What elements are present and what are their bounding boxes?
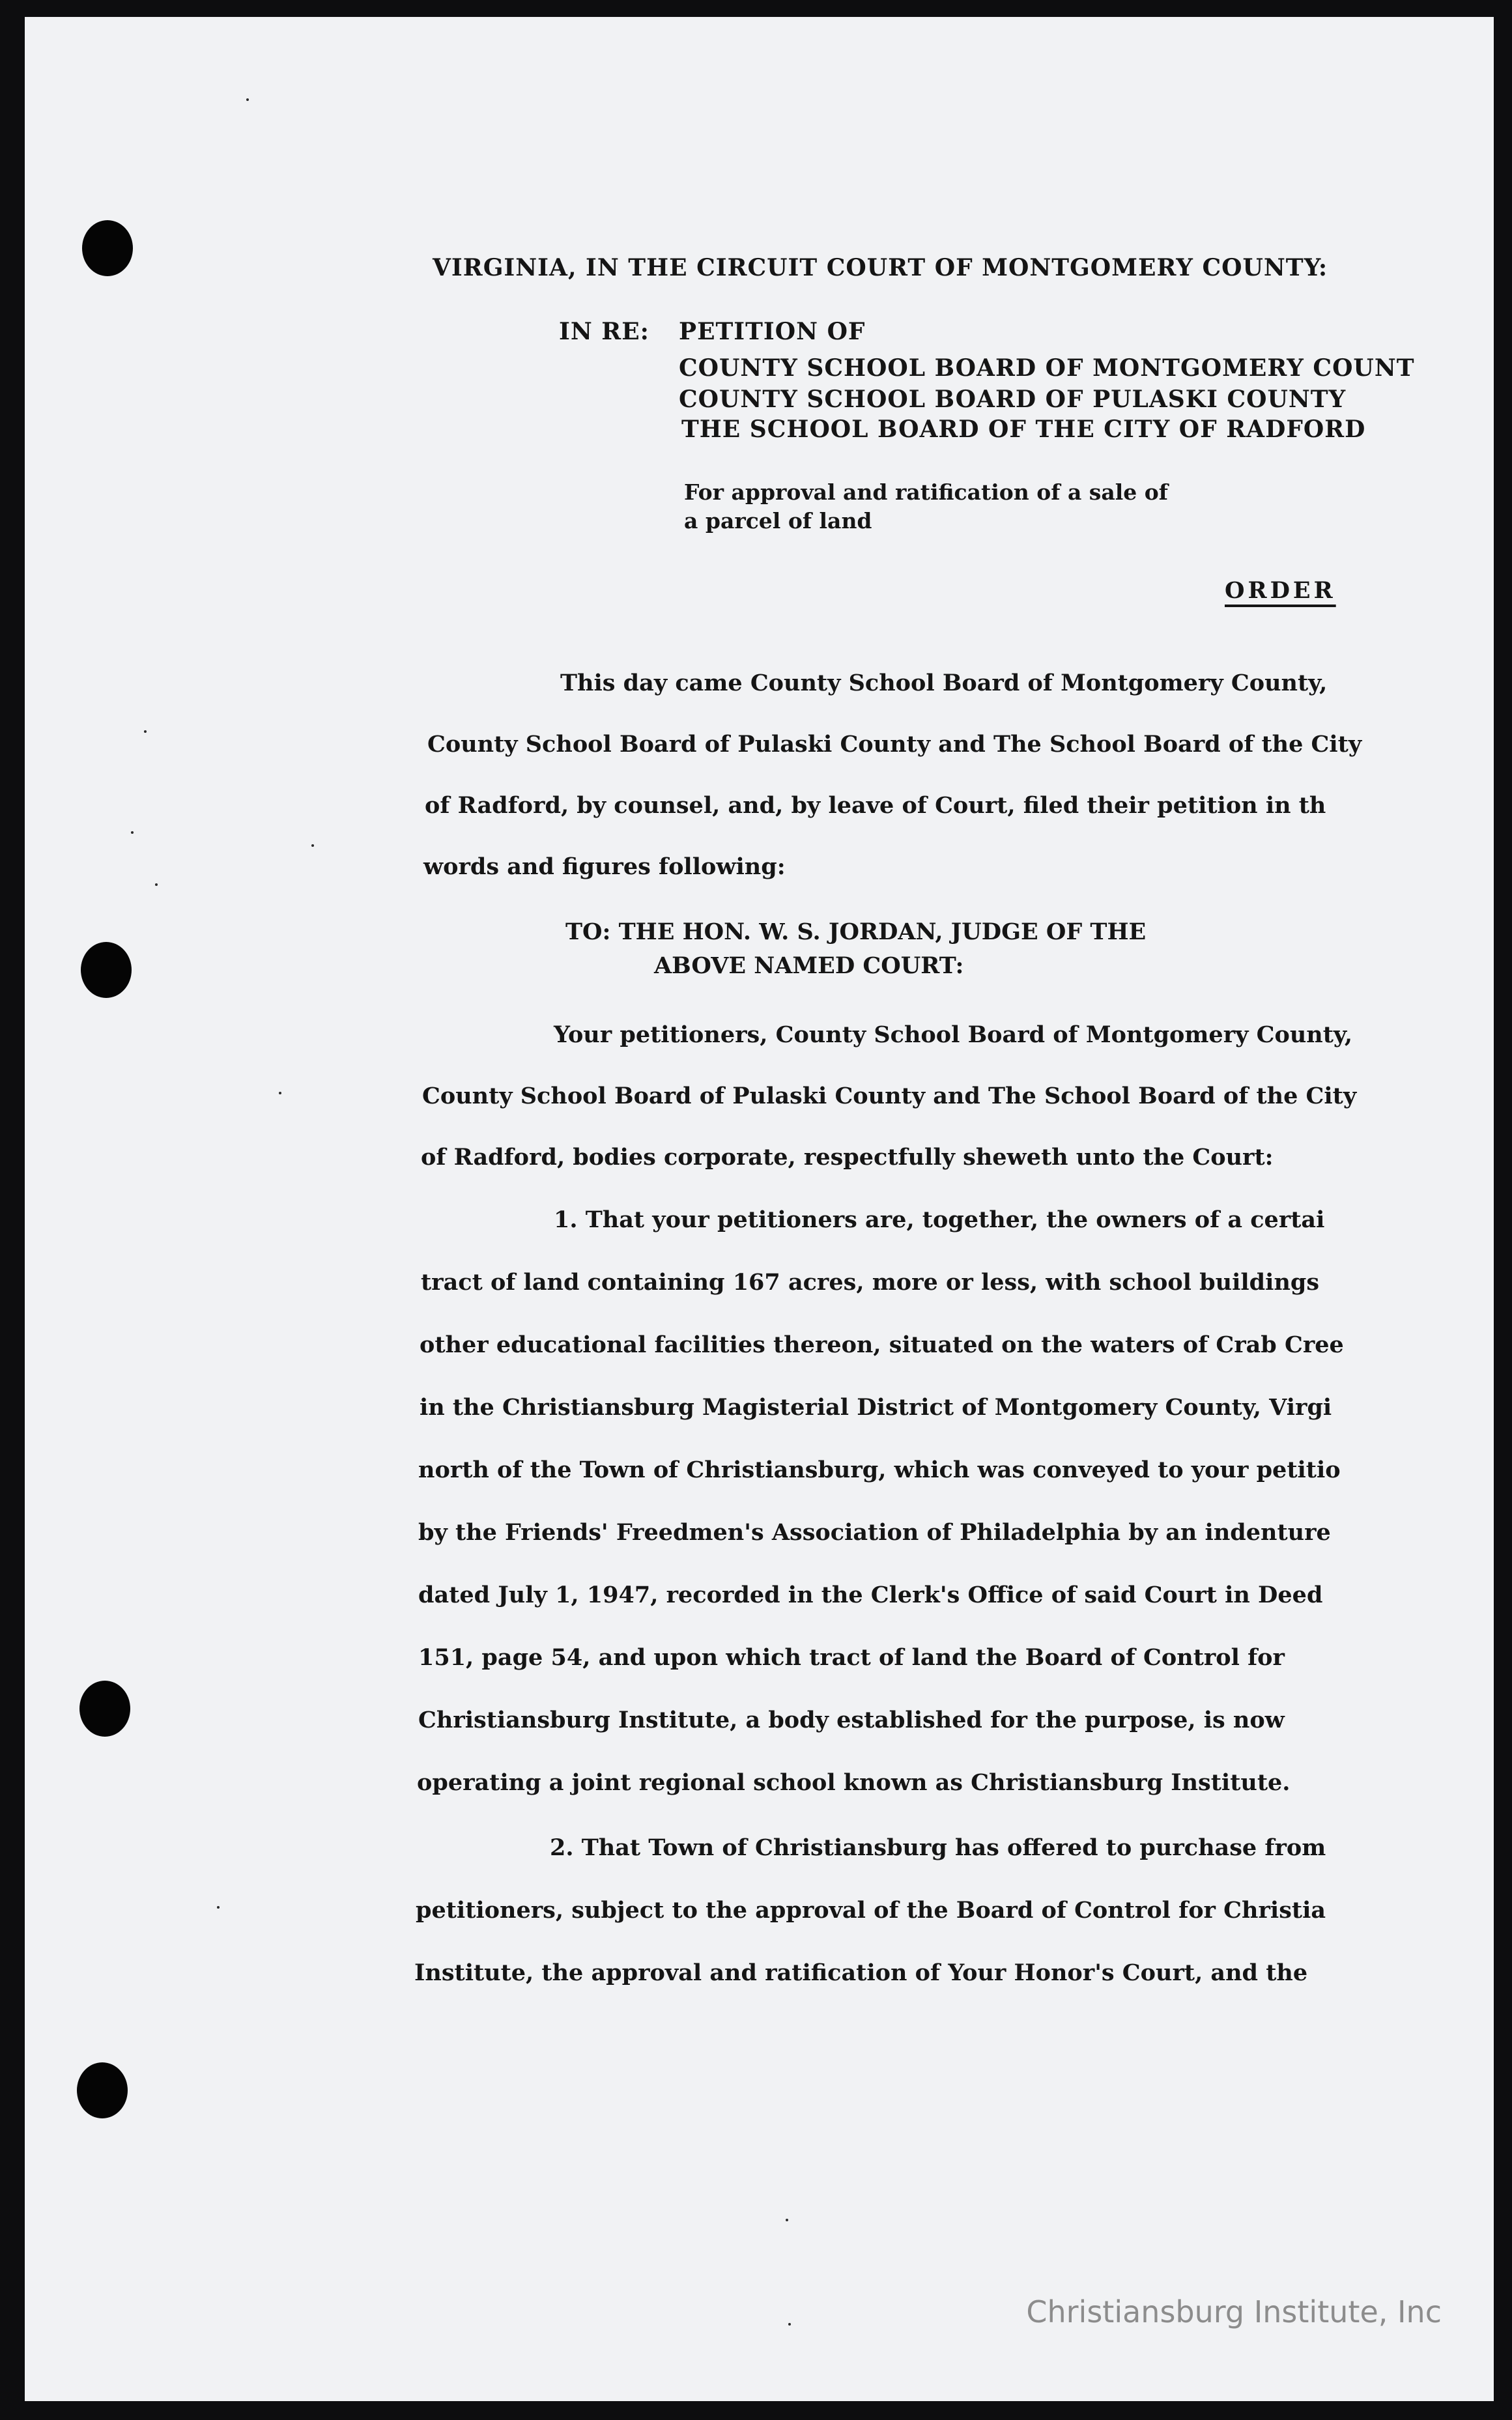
body-line: 2. That Town of Christiansburg has offered to purchase from bbox=[550, 1834, 1326, 1861]
body-line: Institute, the approval and ratification of Your Honor's Court, and the bbox=[414, 1959, 1308, 1986]
petition-line: COUNTY SCHOOL BOARD OF MONTGOMERY COUNT bbox=[679, 354, 1415, 382]
speck bbox=[788, 2323, 791, 2326]
body-line: words and figures following: bbox=[423, 853, 786, 880]
speck bbox=[311, 844, 314, 847]
archive-watermark: Christiansburg Institute, Inc bbox=[1026, 2294, 1442, 2329]
body-line: petitioners, subject to the approval of the Board of Control for Christia bbox=[416, 1897, 1326, 1924]
speck bbox=[786, 2219, 788, 2221]
body-line: of Radford, bodies corporate, respectfully sheweth unto the Court: bbox=[421, 1144, 1274, 1171]
speck bbox=[279, 1092, 281, 1094]
punch-hole bbox=[79, 1681, 130, 1737]
petition-line: THE SCHOOL BOARD OF THE CITY OF RADFORD bbox=[681, 416, 1366, 443]
purpose-line: a parcel of land bbox=[684, 508, 872, 534]
order-title: ORDER bbox=[1225, 577, 1336, 604]
body-line: tract of land containing 167 acres, more or less, with school buildings bbox=[421, 1269, 1320, 1296]
body-line: County School Board of Pulaski County and The School Board of the City bbox=[427, 731, 1362, 758]
speck bbox=[155, 883, 158, 886]
punch-hole bbox=[81, 942, 132, 998]
body-line: 1. That your petitioners are, together, the owners of a certai bbox=[554, 1206, 1325, 1233]
speck bbox=[144, 730, 147, 733]
purpose-line: For approval and ratification of a sale of bbox=[684, 479, 1168, 505]
body-line: dated July 1, 1947, recorded in the Clerk's Office of said Court in Deed bbox=[418, 1582, 1323, 1608]
body-line: in the Christiansburg Magisterial District of Montgomery County, Virgi bbox=[420, 1394, 1332, 1421]
speck bbox=[246, 98, 249, 101]
body-line: Your petitioners, County School Board of Montgomery County, bbox=[554, 1021, 1353, 1048]
address-line: TO: THE HON. W. S. JORDAN, JUDGE OF THE bbox=[565, 918, 1147, 945]
body-line: by the Friends' Freedmen's Association of Philadelphia by an indenture bbox=[418, 1519, 1331, 1546]
speck bbox=[217, 1906, 220, 1909]
address-line: ABOVE NAMED COURT: bbox=[654, 952, 964, 979]
in-re-label: IN RE: bbox=[559, 318, 649, 345]
petition-line: PETITION OF bbox=[679, 318, 866, 345]
body-line: operating a joint regional school known as Christiansburg Institute. bbox=[417, 1769, 1291, 1796]
speck bbox=[131, 831, 134, 834]
body-line: 151, page 54, and upon which tract of land the Board of Control for bbox=[418, 1644, 1285, 1671]
body-line: of Radford, by counsel, and, by leave of Court, filed their petition in th bbox=[425, 792, 1326, 819]
punch-hole bbox=[77, 2062, 128, 2118]
punch-hole bbox=[82, 220, 133, 276]
body-line: This day came County School Board of Montgomery County, bbox=[560, 670, 1328, 696]
body-line: County School Board of Pulaski County and The School Board of the City bbox=[422, 1083, 1357, 1109]
body-line: north of the Town of Christiansburg, which was conveyed to your petitio bbox=[418, 1457, 1341, 1483]
body-line: other educational facilities thereon, situated on the waters of Crab Cree bbox=[420, 1331, 1344, 1358]
court-caption: VIRGINIA, IN THE CIRCUIT COURT OF MONTGOMERY COUNTY: bbox=[433, 254, 1328, 281]
document-page bbox=[25, 17, 1494, 2401]
petition-line: COUNTY SCHOOL BOARD OF PULASKI COUNTY bbox=[679, 386, 1347, 413]
body-line: Christiansburg Institute, a body established for the purpose, is now bbox=[418, 1707, 1285, 1733]
